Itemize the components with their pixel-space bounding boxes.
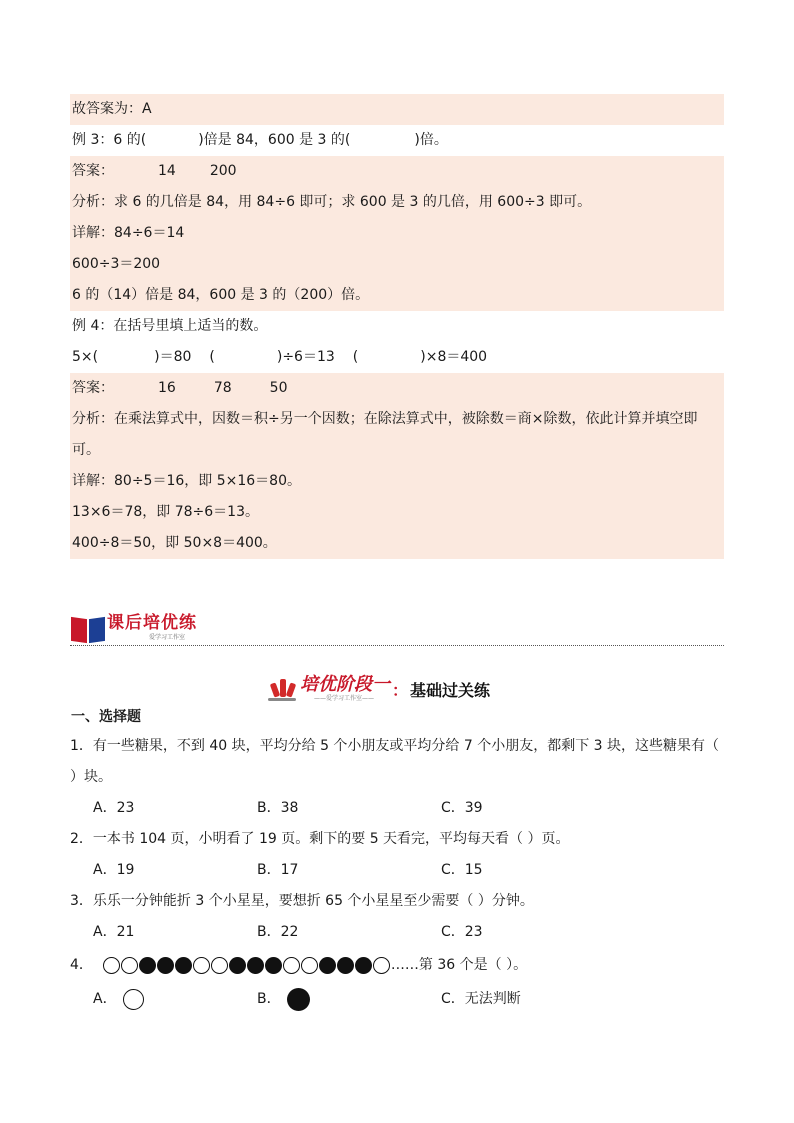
example-4-answer: 答案： 16 78 50 bbox=[70, 373, 724, 404]
option-a[interactable]: A．19 bbox=[93, 862, 135, 878]
solid-circle-icon bbox=[355, 957, 372, 974]
question-1: 1．有一些糖果，不到 40 块，平均分给 5 个小朋友或平均分给 7 个小朋友，都剩下 3 块，这些糖果有（ ）块。 bbox=[70, 738, 720, 785]
example-3-detail-1: 详解：84÷6＝14 bbox=[70, 218, 724, 249]
option-c[interactable]: C．23 bbox=[441, 924, 483, 940]
question-3: 3．乐乐一分钟能折 3 个小星星，要想折 65 个小星星至少需要（ ）分钟。 bbox=[70, 893, 534, 909]
section-title: 一、选择题 bbox=[71, 709, 141, 725]
example-4-question: 例 4：在括号里填上适当的数。 bbox=[72, 318, 268, 334]
example-4-analysis: 分析：在乘法算式中，因数＝积÷另一个因数；在除法算式中，被除数＝商×除数，依此计算并填空即可。 bbox=[70, 404, 724, 466]
option-a[interactable]: A．21 bbox=[93, 924, 135, 940]
solid-circle-icon bbox=[247, 957, 264, 974]
circle-pattern bbox=[103, 957, 391, 974]
option-a[interactable]: A．23 bbox=[93, 800, 135, 816]
solid-circle-icon bbox=[175, 957, 192, 974]
stage-name: 基础过关练 bbox=[410, 680, 491, 700]
after-class-header bbox=[71, 608, 197, 642]
option-b[interactable]: B．38 bbox=[257, 800, 299, 816]
stage-subtitle: ——爱学习工作室—— bbox=[314, 695, 375, 702]
hollow-circle-icon bbox=[211, 957, 228, 974]
solid-circle-icon bbox=[337, 957, 354, 974]
option-b[interactable]: B．22 bbox=[257, 924, 299, 940]
solid-circle-icon bbox=[157, 957, 174, 974]
stage-heading bbox=[268, 672, 490, 706]
dotted-divider bbox=[70, 645, 724, 646]
option-c[interactable]: C．15 bbox=[441, 862, 483, 878]
stage-emblem-icon bbox=[268, 677, 296, 701]
hollow-circle-icon bbox=[121, 957, 138, 974]
option-b[interactable]: B． bbox=[257, 984, 310, 1015]
solid-circle-icon bbox=[287, 988, 310, 1011]
option-c[interactable]: C．39 bbox=[441, 800, 483, 816]
solid-circle-icon bbox=[265, 957, 282, 974]
example-3-analysis: 分析：求 6 的几倍是 84，用 84÷6 即可；求 600 是 3 的几倍，用 600÷3 即可。 bbox=[70, 187, 724, 218]
hollow-circle-icon bbox=[123, 989, 144, 1010]
option-a[interactable]: A． bbox=[93, 984, 144, 1015]
stage-colon: ： bbox=[392, 680, 409, 700]
hollow-circle-icon bbox=[103, 957, 120, 974]
question-4: 4． ……第 36 个是（ ）。 bbox=[70, 957, 528, 973]
question-2: 2．一本书 104 页，小明看了 19 页。剩下的要 5 天看完，平均每天看（ ）页。 bbox=[70, 831, 570, 847]
solid-circle-icon bbox=[319, 957, 336, 974]
solid-circle-icon bbox=[139, 957, 156, 974]
hollow-circle-icon bbox=[301, 957, 318, 974]
previous-answer-line: 故答案为：A bbox=[70, 94, 724, 125]
header-title: 课后培优练 bbox=[107, 613, 197, 633]
example-3-answer: 答案： 14 200 bbox=[70, 156, 724, 187]
stage-title: 培优阶段一 bbox=[300, 674, 390, 695]
hollow-circle-icon bbox=[283, 957, 300, 974]
hollow-circle-icon bbox=[373, 957, 390, 974]
example-4-detail-1: 详解：80÷5＝16，即 5×16＝80。 bbox=[70, 466, 724, 497]
option-b[interactable]: B．17 bbox=[257, 862, 299, 878]
header-subtitle: 爱学习工作室 bbox=[149, 634, 186, 641]
book-icon bbox=[71, 614, 105, 642]
example-4-detail-2: 13×6＝78，即 78÷6＝13。 bbox=[70, 497, 724, 528]
example-3-detail-2: 600÷3＝200 bbox=[70, 249, 724, 280]
solid-circle-icon bbox=[229, 957, 246, 974]
option-c[interactable]: C．无法判断 bbox=[441, 991, 521, 1007]
example-4-equations: 5×( )＝80 ( )÷6＝13 ( )×8＝400 bbox=[72, 349, 488, 365]
example-4-detail-3: 400÷8＝50，即 50×8＝400。 bbox=[70, 528, 724, 559]
hollow-circle-icon bbox=[193, 957, 210, 974]
example-3-question: 例 3：6 的( )倍是 84，600 是 3 的( )倍。 bbox=[72, 132, 448, 148]
example-3-detail-3: 6 的（14）倍是 84，600 是 3 的（200）倍。 bbox=[70, 280, 724, 311]
